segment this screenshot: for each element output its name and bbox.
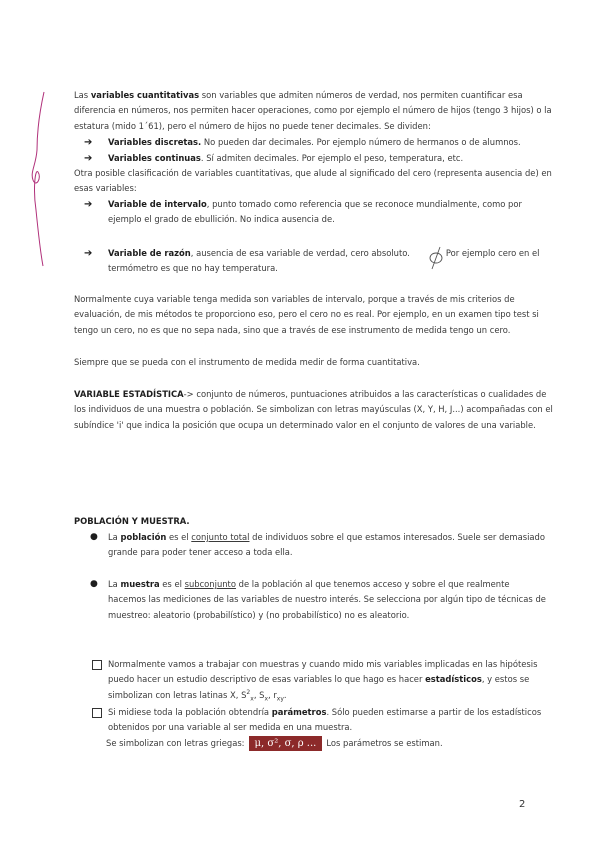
- checkbox[interactable]: [92, 708, 102, 718]
- list-item-discretas: ➔ Variables discretas. No pueden dar decimales. Por ejemplo número de hermanos o de alumnos.: [84, 135, 554, 150]
- list-item-razon: ➔ Variable de razón, ausencia de esa variable de verdad, cero absoluto. Por ejemplo cero en el termómetro es que no hay temperatura.: [84, 246, 554, 277]
- bullet-icon: ●: [90, 579, 98, 589]
- checkbox[interactable]: [92, 660, 102, 670]
- section-title: POBLACIÓN Y MUESTRA.: [74, 516, 190, 526]
- variable-estadistica-paragraph: VARIABLE ESTADÍSTICA-> conjunto de números, puntuaciones atribuidos a las características o cualidades de los individuos de una muestra o población. Se simbolizan con letras mayúsculas (X, Y, H, J...) acompañadas con el subíndice 'i' que indica la posición que ocupa un determinado valor en el conjunto de valores de una variable.: [74, 389, 553, 430]
- list-item-intervalo: ➔ Variable de intervalo, punto tomado como referencia que se reconoce mundialmente, como por ejemplo el grado de ebullición. No indica ausencia de.: [84, 197, 554, 228]
- page-number: 2: [519, 799, 526, 810]
- checklist-item-estadisticos: Normalmente vamos a trabajar con muestras y cuando mido mis variables implicadas en las hipótesis puedo hacer un estudio descriptivo de esas variables lo que hago es hacer estadísticos, y estos se simbolizan con letras latinas X, $S^2_x$, $S_x$, $r_{xy}$.: [92, 657, 558, 703]
- arrow-icon: ➔: [84, 199, 93, 210]
- quantitative-note-paragraph: Siempre que se pueda con el instrumento de medida medir de forma cuantitativa.: [74, 357, 420, 367]
- checklist-item-parametros: Si midiese toda la población obtendría parámetros. Sólo pueden estimarse a partir de los estadísticos obtenidos por una variable al ser medida en una muestra. Se simbolizan con letras griegas: μ, σ², σ, ρ ... Los parámetros se estiman.: [92, 705, 558, 751]
- list-item-poblacion: ● La población es el conjunto total de individuos sobre el que estamos interesados. Suele ser demasiado grande para poder tener acceso a toda ella.: [90, 530, 550, 561]
- greek-symbols-box: μ, σ², σ, ρ ...: [249, 736, 323, 751]
- arrow-icon: ➔: [84, 153, 93, 164]
- arrow-icon: ➔: [84, 137, 93, 148]
- handwritten-phi-icon: [426, 245, 446, 271]
- bullet-icon: ●: [90, 532, 98, 542]
- list-item-muestra: ● La muestra es el subconjunto de la población al que tenemos acceso y sobre el que realmente hacemos las mediciones de las variables de nuestro interés. Se selecciona por algún tipo de técnicas de muestreo: aleatorio (probabilístico) y (no probabilístico) no es aleatorio.: [90, 577, 550, 623]
- interval-explanation-paragraph: Normalmente cuya variable tenga medida son variables de intervalo, porque a través de mis criterios de evaluación, de mis métodos te proporciono eso, pero el cero no es real. Por ejemplo, en un examen tipo test si tengo un cero, no es que no sepa nada, sino que a través de ese instrumento de medida tengo un cero.: [74, 294, 539, 335]
- handwritten-margin-mark-icon: [0, 0, 60, 280]
- list-item-continuas: ➔ Variables continuas. Sí admiten decimales. Por ejemplo el peso, temperatura, etc.: [84, 151, 554, 166]
- zero-classification-paragraph: Otra posible clasificación de variables cuantitativas, que alude al significado del cero (representa ausencia de) en esas variables:: [74, 168, 552, 194]
- intro-paragraph: Las variables cuantitativas son variables que admiten números de verdad, nos permiten cuantificar esa diferencia en números, nos permiten hacer operaciones, como por ejemplo el número de hijos (tengo 3 hijos) o la estatura (mido 1´61), pero el número de hijos no puede tener decimales. Se dividen:: [74, 90, 552, 131]
- arrow-icon: ➔: [84, 248, 93, 259]
